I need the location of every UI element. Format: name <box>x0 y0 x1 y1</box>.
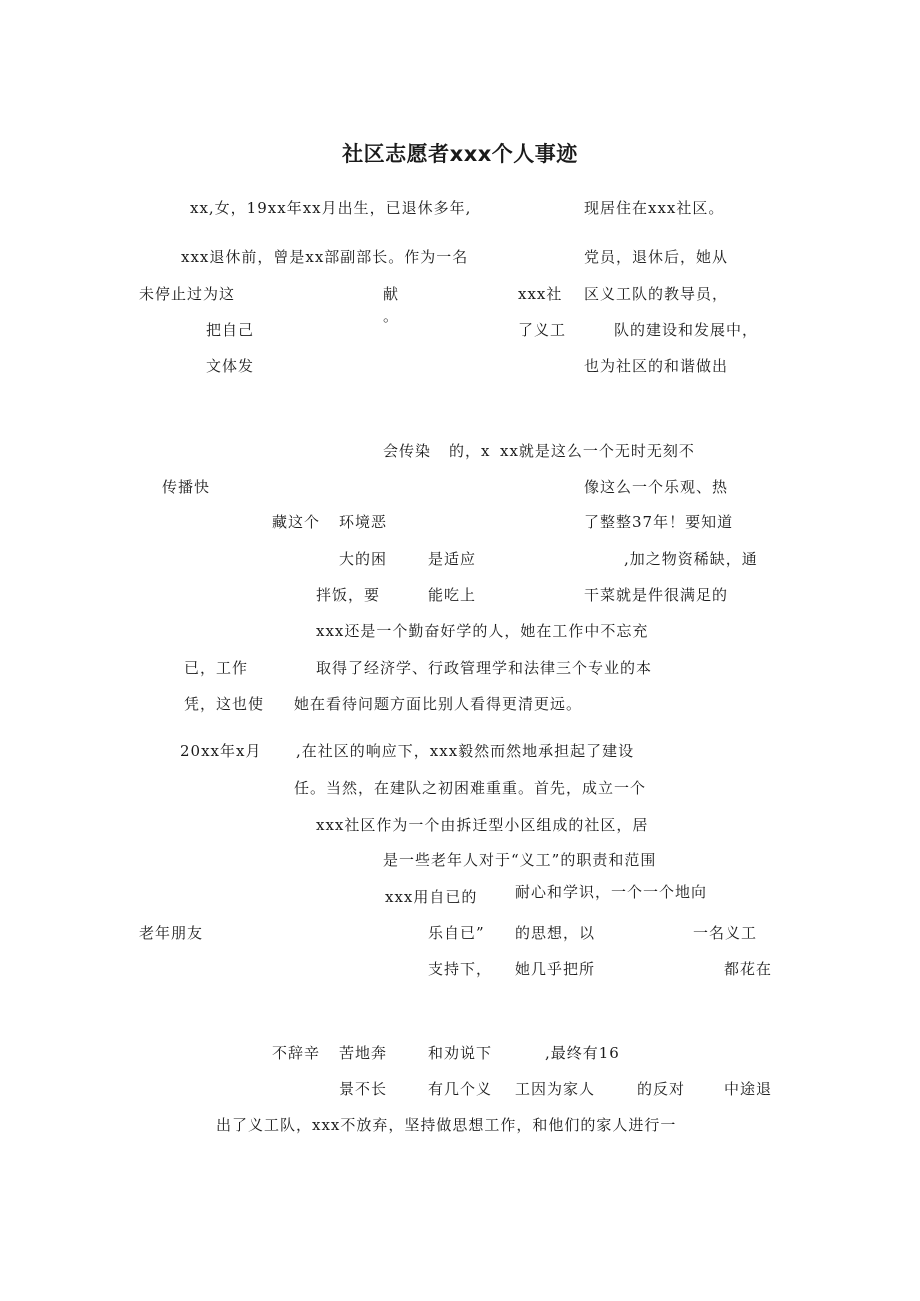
text-fragment: 能吃上 <box>428 586 477 604</box>
text-fragment: 大的困 <box>339 550 388 568</box>
document-title: 社区志愿者xxx个人事迹 <box>342 142 578 166</box>
text-fragment: ,加之物资稀缺，通 <box>624 550 758 568</box>
text-fragment: 苦地奔 <box>339 1044 388 1062</box>
text-fragment: xxx社 <box>518 285 563 303</box>
text-fragment: 20xx年x月 <box>180 742 262 760</box>
text-fragment: 已，工作 <box>184 659 249 677</box>
text-fragment: 她在看待问题方面比别人看得更清更远。 <box>294 695 583 713</box>
text-fragment: 了义工 <box>518 321 567 339</box>
text-fragment: 文体发 <box>206 357 255 375</box>
text-fragment: 传播快 <box>162 478 211 496</box>
text-fragment: xxx退休前，曾是xx部副部长。作为一名 <box>181 248 469 266</box>
text-fragment: 凭，这也使 <box>184 695 265 713</box>
text-fragment: 拌饭，要 <box>316 586 381 604</box>
text-fragment: 的反对 <box>637 1080 686 1098</box>
text-fragment: 的，x <box>449 442 491 460</box>
text-fragment: 的思想，以 <box>515 924 596 942</box>
text-fragment: 和劝说下 <box>428 1044 493 1062</box>
text-fragment: ,在社区的响应下，xxx毅然而然地承担起了建设 <box>296 742 635 760</box>
text-fragment: 干菜就是件很满足的 <box>584 586 729 604</box>
text-fragment: 区义工队的教导员， <box>584 285 729 303</box>
text-fragment: 任。当然，在建队之初困难重重。首先，成立一个 <box>294 779 647 797</box>
text-fragment: 是一些老年人对于“义工”的职责和范围 <box>383 851 657 869</box>
text-fragment: xxx社区作为一个由拆迁型小区组成的社区，居 <box>316 816 649 834</box>
text-fragment: 工因为家人 <box>515 1080 596 1098</box>
text-fragment: 现居住在xxx社区。 <box>584 199 725 217</box>
text-fragment: 藏这个 <box>272 513 321 531</box>
text-fragment: 景不长 <box>339 1080 388 1098</box>
text-fragment: 环境恶 <box>339 513 388 531</box>
text-fragment: 像这么一个乐观、热 <box>584 478 729 496</box>
text-fragment: 耐心和学识，一个一个地向 <box>515 883 708 901</box>
text-fragment: 也为社区的和谐做出 <box>584 357 729 375</box>
text-fragment: 未停止过为这 <box>139 285 236 303</box>
text-fragment: xx,女，19xx年xx月出生，已退休多年, <box>190 199 472 217</box>
text-fragment: 队的建设和发展中， <box>614 321 759 339</box>
text-fragment: 乐自已” <box>428 924 485 942</box>
text-fragment: xxx还是一个勤奋好学的人，她在工作中不忘充 <box>316 622 649 640</box>
text-fragment: 一名义工 <box>693 924 758 942</box>
text-fragment: 都花在 <box>724 960 773 978</box>
text-fragment: 会传染 <box>383 442 432 460</box>
text-fragment: 取得了经济学、行政管理学和法律三个专业的本 <box>316 659 653 677</box>
text-fragment: 不辞辛 <box>272 1044 321 1062</box>
text-fragment: xx就是这么一个无时无刻不 <box>500 442 695 460</box>
text-fragment: 中途退 <box>724 1080 773 1098</box>
text-fragment: ,最终有16 <box>545 1044 620 1062</box>
text-fragment: 出了义工队，xxx不放弃，坚持做思想工作，和他们的家人进行一 <box>216 1116 677 1134</box>
text-fragment: 有几个义 <box>428 1080 493 1098</box>
text-fragment: 。 <box>383 307 400 325</box>
text-fragment: 献 <box>383 285 400 303</box>
text-fragment: 老年朋友 <box>139 924 204 942</box>
text-fragment: xxx用自已的 <box>385 888 478 906</box>
text-fragment: 是适应 <box>428 550 477 568</box>
text-fragment: 了整整37年！要知道 <box>584 513 734 531</box>
text-fragment: 把自己 <box>206 321 255 339</box>
text-fragment: 她几乎把所 <box>515 960 596 978</box>
text-fragment: 支持下， <box>428 960 493 978</box>
text-fragment: 党员，退休后，她从 <box>584 248 729 266</box>
